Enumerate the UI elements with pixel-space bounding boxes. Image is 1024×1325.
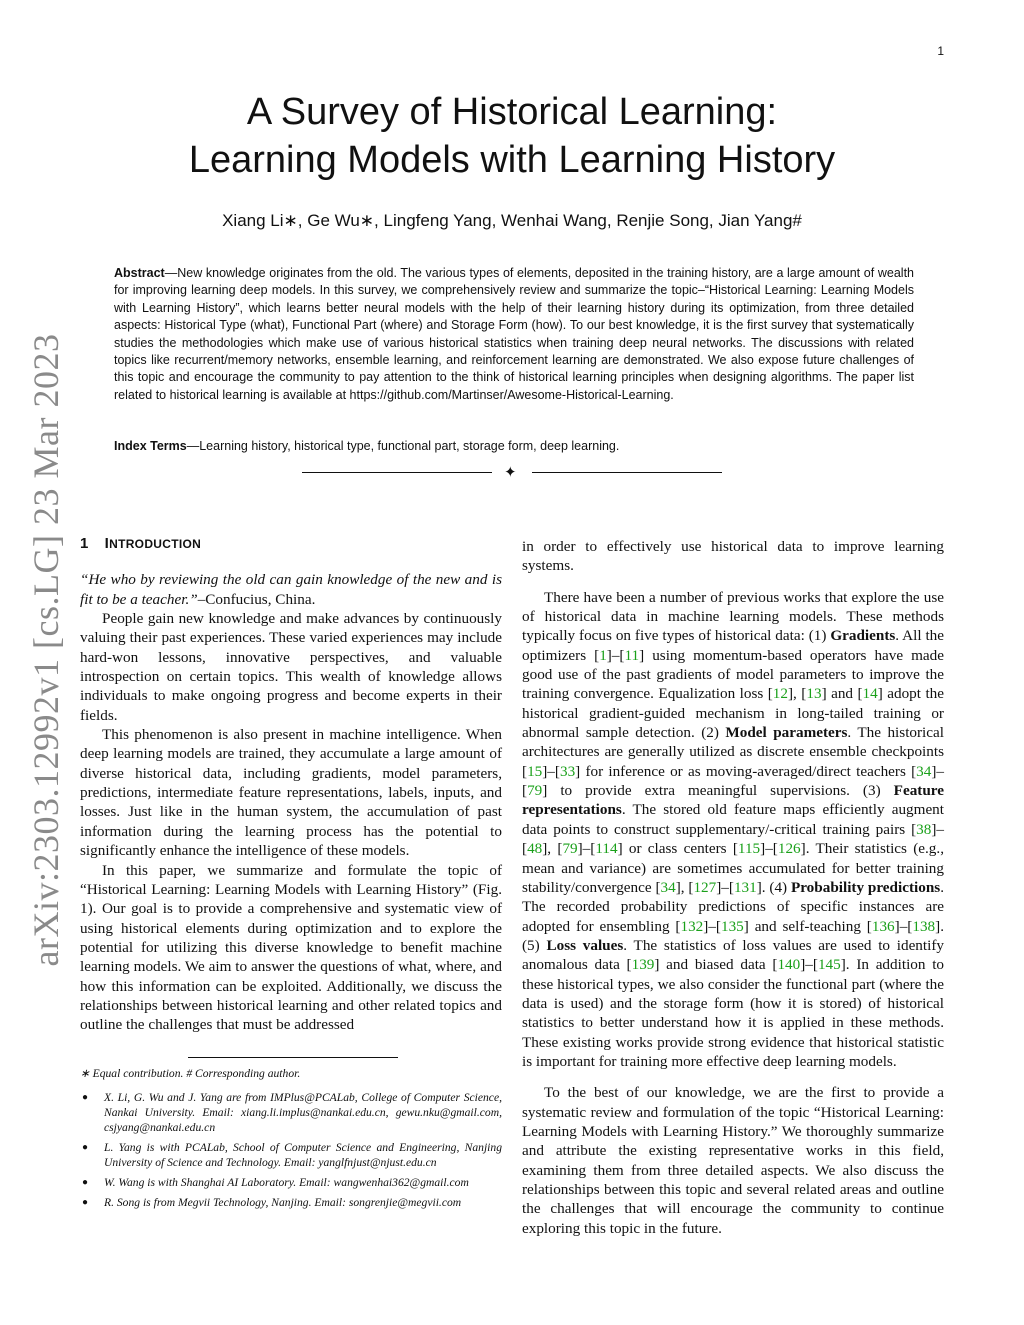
page-number: 1 <box>937 44 944 58</box>
author-list: Xiang Li∗, Ge Wu∗, Lingfeng Yang, Wenhai Wang, Renjie Song, Jian Yang# <box>222 211 802 230</box>
bullet-icon: ● <box>82 1092 89 1103</box>
citation-link[interactable]: 13 <box>806 685 822 703</box>
citation-link[interactable]: 14 <box>862 685 878 703</box>
historical-type-gradients: Gradients <box>830 627 896 645</box>
bullet-icon: ● <box>82 1197 89 1208</box>
separator-line-left <box>302 472 492 473</box>
related-works-paragraph: There have been a number of previous works that explore the use of historical data in machine learning models. These methods typically focus on five types of historical data: (1) Gradients. All the optimizers [1]–[11] using momentum-based operators have made good use of the past gradients of model parameters to improve the training convergence. Equalization loss [12], [13] and [14] adopt the historical gradient-guided mechanism in long-tailed training or abnormal sample detection. (2) Model parameters. The historical architectures are generally utilized as discrete ensemble checkpoints [15]–[33] for inference or as moving-averaged/direct teachers [34]–[79] to provide extra meaningful supervisions. (3) Feature representations. The stored old feature maps efficiently augment data points to construct supplementary/-critical training pairs [38]–[48], [79]–[114] or class centers [115]–[126]. Their statistics (e.g., mean and variance) are sometimes accumulated for better training stability/convergence [34], [127]–[131]. (4) Probability predictions. The recorded probability predictions of specific instances are adopted for ensembling [132]–[135] and self-teaching [136]–[138]. (5) Loss values. The statistics of loss values are used to identify anomalous data [139] and biased data [140]–[145]. In addition to these historical types, we also consider the functional part (where the data is used) and the storage form (how it is stored) of historical statistics to better understand how it is applied in these methods. These existing works provide strong evidence that historical statistic is important for training more effective deep learning models. <box>522 588 945 1070</box>
citation-link[interactable]: 15 <box>527 762 543 780</box>
right-column <box>522 537 944 1238</box>
citation-link[interactable]: 140 <box>777 956 801 974</box>
quote-attribution: –Confucius, China. <box>197 590 316 608</box>
affiliation-note <box>80 1195 502 1210</box>
citation-link[interactable]: 34 <box>916 762 932 780</box>
intro-paragraph-2: This phenomenon is also present in machine intelligence. When deep learning models are trained, they accumulate a large amount of diverse historical data, including gradients, model parameters, predictions, intermediate feature representations, labels, inputs, and losses. Just like in the human system, the accumulation of past information during the learning process has the potential to significantly enhance the intelligence of these models. <box>80 726 502 860</box>
citation-link[interactable]: 139 <box>631 956 655 974</box>
bullet-icon: ● <box>82 1142 89 1153</box>
citation-link[interactable]: 38 <box>916 820 932 838</box>
arxiv-identifier: arXiv:2303.12992v1 [cs.LG] 23 Mar 2023 <box>26 333 66 967</box>
citation-link[interactable]: 114 <box>595 840 618 858</box>
citation-link[interactable]: 33 <box>559 762 576 780</box>
citation-link[interactable]: 131 <box>733 878 757 896</box>
index-terms <box>114 439 914 453</box>
citation-link[interactable]: 136 <box>871 917 895 935</box>
affiliation-text: X. Li, G. Wu and J. Yang are from IMPlus@PCALab, College of Computer Science, Nankai University. Email: xiang.li.implus@nankai.edu.cn, gewu.nku@gmail.com, csjyang@nankai.edu.cn <box>104 1091 502 1134</box>
historical-type-loss-values: Loss values <box>546 936 624 954</box>
affiliation-text: W. Wang is with Shanghai AI Laboratory. Email: wangwenhai362@gmail.com <box>104 1176 469 1189</box>
diamond-icon: ✦ <box>504 463 517 481</box>
separator-line-right <box>532 472 722 473</box>
citation-link[interactable]: 132 <box>680 917 704 935</box>
section-initial: I <box>104 535 110 552</box>
section-separator <box>302 465 722 481</box>
affiliation-note <box>80 1140 502 1170</box>
abstract-label: Abstract <box>114 266 165 280</box>
affiliation-note <box>80 1090 502 1135</box>
intro-paragraph-1: People gain new knowledge and make advances by continuously valuing their past experiences. These varied experiences may include hard-won lessons, innovative perspectives, and valuable introspection on certain topics. This wealth of knowledge allows individuals to make ongoing progress and become experts in their fields. <box>80 610 502 724</box>
footnotes <box>80 1066 502 1215</box>
historical-type-probability-predictions: Probability predictions <box>790 878 941 896</box>
quote-text: “He who by reviewing the old can gain knowledge of the new and is fit to be a teacher.” <box>80 571 502 608</box>
citation-link[interactable]: 1 <box>599 646 607 664</box>
left-column <box>80 534 502 1035</box>
section-number: 1 <box>80 535 89 552</box>
citation-link[interactable]: 135 <box>720 917 744 935</box>
affiliation-note <box>80 1175 502 1190</box>
citation-link[interactable]: 127 <box>693 878 717 896</box>
abstract-text: —New knowledge originates from the old. The various types of elements, deposited in the training history, are a large amount of wealth for improving learning deep models. In this survey, we comprehensively review and summarize the topic–“Historical Learning: Learning Models with Learning History”, which learns better neural models with the help of their learning history during its optimization, from three detailed aspects: Historical Type (what), Functional Part (where) and Storage Form (how). To our best knowledge, it is the first survey that systematically studies the methodologies which make use of various historical statistics when training deep neural networks. The discussions with related topics like recurrent/memory networks, ensemble learning, and reinforcement learning are demonstrated. We also expose future challenges of this topic and encourage the community to pay attention to the think of historical learning principles when designing algorithms. The paper list related to historical learning is available at https://github.com/Martinser/Awesome-Historical-Learning. <box>114 266 914 402</box>
intro-paragraph-3: In this paper, we summarize and formulate the topic of “Historical Learning: Learning Models with Learning History” (Fig. 1). Our goal is to provide a comprehensive and systematic view of using historical elements during optimization and to explore the potential for utilizing this diverse knowledge to benefit machine learning models. We aim to answer the questions of what, where, and how this information can be exploited. Additionally, we discuss the relationships between historical learning and other related topics and outline the challenges that must be addressed <box>80 861 502 1034</box>
historical-type-feature-representations: Feature representations <box>522 782 944 819</box>
citation-link[interactable]: 11 <box>624 646 640 664</box>
citation-link[interactable]: 115 <box>737 840 761 858</box>
citation-link[interactable]: 34 <box>660 878 676 896</box>
citation-link[interactable]: 48 <box>527 840 543 858</box>
affiliation-text: R. Song is from Megvii Technology, Nanjing. Email: songrenjie@megvii.com <box>104 1196 462 1209</box>
citation-link[interactable]: 126 <box>777 840 801 858</box>
historical-type-model-parameters: Model parameters <box>725 724 848 742</box>
citation-link[interactable]: 12 <box>772 685 788 703</box>
affiliation-text: L. Yang is with PCALab, School of Computer Science and Engineering, Nanjing University of Science and Technology. Email: yanglfnjust@njust.edu.cn <box>104 1141 502 1169</box>
abstract <box>114 265 914 404</box>
title-line-2: Learning Models with Learning History <box>188 139 836 181</box>
section-heading-introduction <box>80 534 502 554</box>
title-line-1: A Survey of Historical Learning: <box>246 91 778 133</box>
index-terms-text: —Learning history, historical type, functional part, storage form, deep learning. <box>186 439 620 453</box>
citation-link[interactable]: 138 <box>912 917 936 935</box>
paper-title <box>0 88 1024 184</box>
citation-link[interactable]: 79 <box>562 840 578 858</box>
equal-contribution-note: ∗ Equal contribution. # Corresponding author. <box>80 1067 301 1080</box>
citation-link[interactable]: 145 <box>817 956 841 974</box>
bullet-icon: ● <box>82 1177 89 1188</box>
intro-paragraph-3-continued: in order to effectively use historical data to improve learning systems. <box>522 538 944 575</box>
contribution-paragraph: To the best of our knowledge, we are the first to provide a systematic review and formulation of the topic “Historical Learning: Learning Models with Learning History.” We thoroughly summarize and attribute the existing representative works in this field, examining them from three detailed aspects. We also discuss the relationships between this topic and several related areas and outline the challenges that will encourage the community to continue exploring this topic in the future. <box>522 1084 944 1237</box>
section-title: NTRODUCTION <box>109 537 202 551</box>
citation-link[interactable]: 79 <box>527 782 543 800</box>
footnote-rule <box>188 1057 398 1058</box>
opening-quote <box>80 570 502 609</box>
index-terms-label: Index Terms <box>114 439 187 453</box>
